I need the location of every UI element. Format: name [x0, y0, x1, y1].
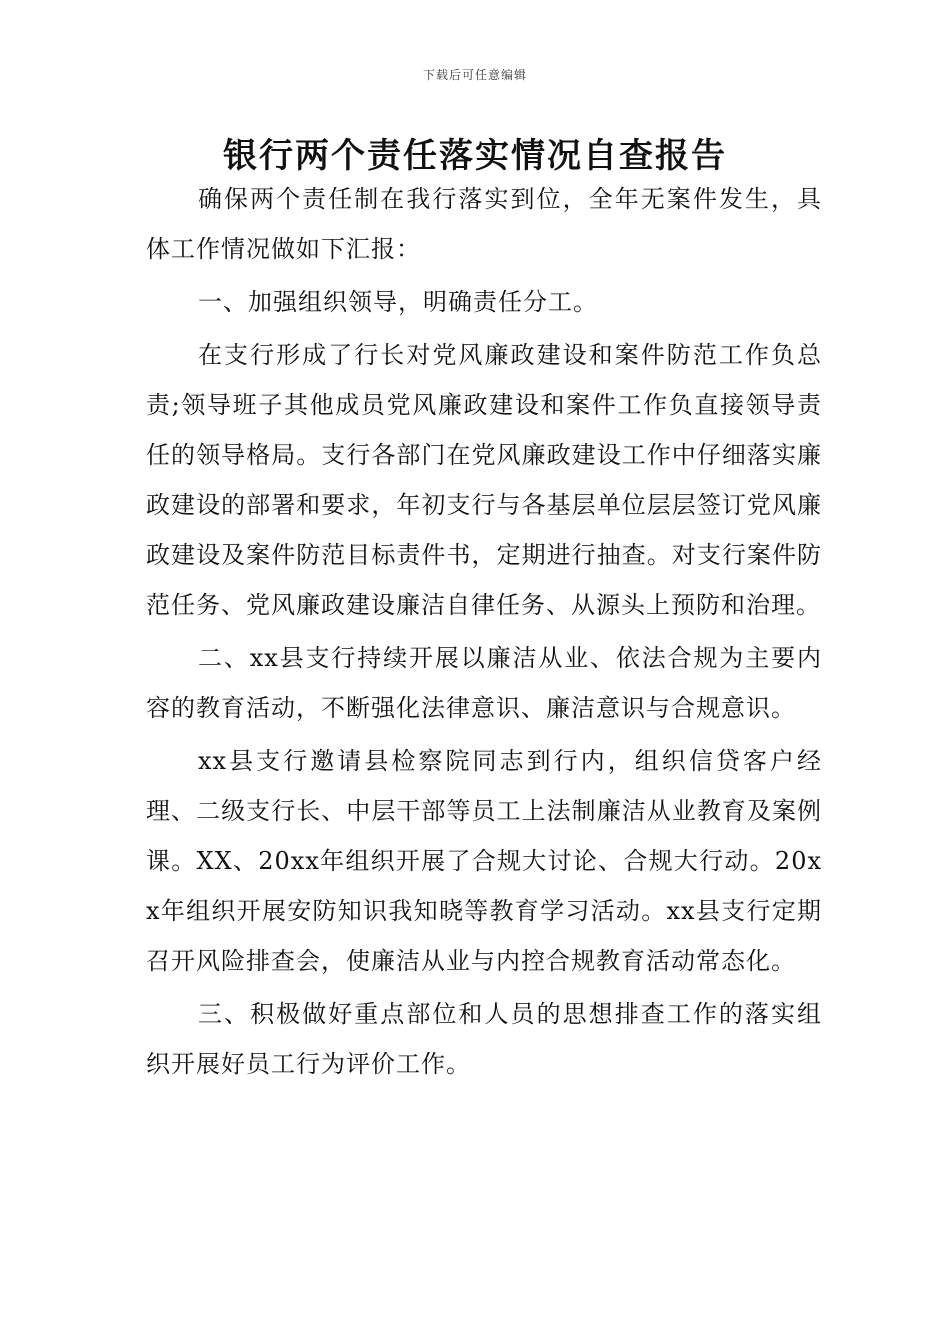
paragraph-section-3-heading: 三、积极做好重点部位和人员的思想排查工作的落实组织开展好员工行为评价工作。	[146, 1000, 822, 1078]
header-note: 下载后可任意编辑	[422, 68, 527, 82]
paragraph-section-1-body: 在支行形成了行长对党风廉政建设和案件防范工作负总责;领导班子其他成员党风廉政建设和案件工作负直接领导责任的领导格局。支行各部门在党风廉政建设工作中仔细落实廉政建设的部署和要求，年初支行与各基层单位层层签订党风廉政建设及案件防范目标责件书，定期进行抽查。对支行案件防范任务、党风廉政建设廉洁自律任务、从源头上预防和治理。	[146, 341, 822, 619]
paragraph-intro: 确保两个责任制在我行落实到位，全年无案件发生，具体工作情况做如下汇报：	[146, 185, 822, 263]
paragraph-section-2-heading: 二、xx县支行持续开展以廉洁从业、依法合规为主要内容的教育活动，不断强化法律意识、廉洁意识与合规意识。	[146, 644, 822, 722]
paragraph-section-2-body: xx县支行邀请县检察院同志到行内，组织信贷客户经理、二级支行长、中层干部等员工上法制廉洁从业教育及案例课。XX、20xx年组织开展了合规大讨论、合规大行动。20xx年组织开展安防知识我知晓等教育学习活动。xx县支行定期召开风险排查会，使廉洁从业与内控合规教育活动常态化。	[146, 747, 822, 975]
document-body	[146, 174, 822, 1089]
document-title: 银行两个责任落实情况自查报告	[223, 136, 727, 176]
paragraph-section-1-heading: 一、加强组织领导，明确责任分工。	[198, 288, 598, 316]
